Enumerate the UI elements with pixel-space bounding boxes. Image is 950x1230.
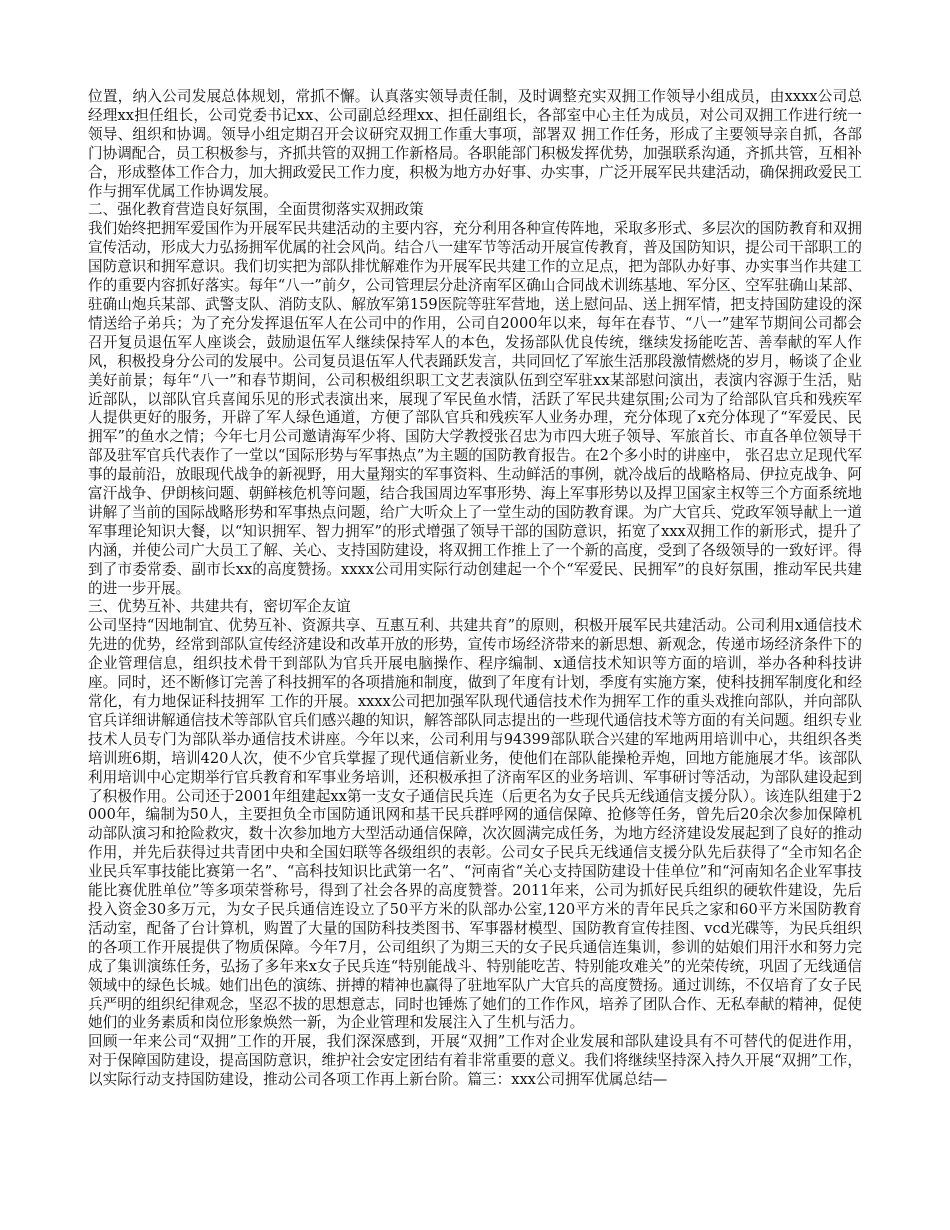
paragraph-cooperation: 公司坚持“因地制宜、优势互补、资源共享、互惠互利、共建共育”的原则，积极开展军民共建活动。公司利用x通信技术先进的优势，经常到部队宣传经济建设和改革开放的形势，宣传市场经济带来的新思想、新观念，传递市场经济条件下的企业管理信息，组织技术骨干到部队为官兵开展电脑操作、程序编制、x通信技术知识等方面的培训，举办各种科技讲座。同时，还不断修订完善了科技拥军的各项措施和制度，做到了年度有计划，季度有实施方案，使科技拥军制度化和经常化，有力地保证科技拥军 工作的开展。xxxx公司把加强军队现代通信技术作为拥军工作的重头戏推向部队，并向部队官兵详细讲解通信技术等部队官兵们感兴趣的知识，解答部队同志提出的一些现代通信技术等方面的有关问题。组织专业技术人员专门为部队举办通信技术讲座。今年以来，公司利用与94399部队联合兴建的军地两用培训中心，共组织各类培训班6期，培训420人次，使不少官兵掌握了现代通信新业务，使他们在部队能操枪弄炮，回地方能施展才华。该部队利用培训中心定期举行官兵教育和军事业务培训，还积极承担了济南军区的业务培训、军事研讨等活动，为部队建设起到了积极作用。公司还于2001年组建起xx第一支女子通信民兵连（后更名为女子民兵无线通信支援分队）。该连队组建于2000年，编制为50人，主要担负全市国防通讯网和基干民兵群呼网的通信保障、抢修等任务，曾先后20余次参加保障机动部队演习和抢险救灾，数十次参加地方大型活动通信保障，次次圆满完成任务，为地方经济建设发展起到了良好的推动作用，并先后获得过共青团中央和全国妇联等各级组织的表彰。公司女子民兵无线通信支援分队先后获得了“全市知名企业民兵军事技能比赛第一名”、“高科技知识比武第一名”、“河南省“关心支持国防建设十佳单位”和“河南知名企业军事技能比赛优胜单位”等多项荣誉称号，得到了社会各界的高度赞誉。2011年来，公司为抓好民兵组织的硬软件建设，先后投入资金30多万元，为女子民兵通信连设立了50平方米的队部办公室,120平方米的青年民兵之家和60平方米国防教育活动室，配备了台计算机，购置了大量的国防科技类图书、军事器材模型、国防教育宣传挂图、vcd光碟等，为民兵组织的各项工作开展提供了物质保障。今年7月，公司组织了为期三天的女子民兵通信连集训，参训的姑娘们用汗水和努力完成了集训演练任务，弘扬了多年来x女子民兵连“特别能战斗、特别能吃苦、特别能攻难关”的光荣传统，巩固了无线通信领域中的绿色长城。她们出色的演练、拼搏的精神也赢得了驻地军队广大官兵的高度赞扬。通过训练，不仅培育了女子民兵严明的组织纪律观念，坚忍不拔的思想意志，同时也锤炼了她们的工作作风，培养了团队合作、无私奉献的精神，促使她们的业务素质和岗位形象焕然一新，为企业管理和发展注入了生机与活力。 — [88, 617, 862, 1032]
paragraph-review: 回顾一年来公司“双拥”工作的开展，我们深深感到，开展“双拥”工作对企业发展和部队建设具有不可替代的促进作用，对于保障国防建设，提高国防意识，维护社会安定团结有着非常重要的意义。我们将继续坚持深入持久开展“双拥”工作，以实际行动支持国防建设，推动公司各项工作再上新台阶。篇三：xxx公司拥军优属总结— — [88, 1033, 862, 1089]
paragraph-education: 我们始终把拥军爱国作为开展军民共建活动的主要内容，充分利用各种宣传阵地，采取多形式、多层次的国防教育和双拥宣传活动，形成大力弘扬拥军优属的社会风尚。结合八一建军节等活动开展宣传教育，普及国防知识，提公司干部职工的国防意识和拥军意识。我们切实把为部队排忧解难作为开展军民共建工作的立足点，把为部队办好事、办实事当作共建工作的重要内容抓好落实。每年“八一”前夕，公司管理层分赴济南军区确山合同战术训练基地、军分区、空军驻确山某部、驻确山炮兵某部、武警支队、消防支队、解放军第159医院等驻军营地，送上慰问品、送上拥军情，把支持国防建设的深情送给子弟兵；为了充分发挥退伍军人在公司中的作用，公司自2000年以来，每年在春节、“八一”建军节期间公司都会召开复员退伍军人座谈会，鼓励退伍军人继续保持军人的本色，发扬部队优良传统，继续发扬能吃苦、善奉献的军人作风，积极投身分公司的发展中。公司复员退伍军人代表踊跃发言，共同回忆了军旅生活那段激情燃烧的岁月，畅谈了企业美好前景；每年“八一”和春节期间，公司积极组织职工文艺表演队伍到空军驻xx某部慰问演出，表演内容源于生活，贴近部队，以部队官兵喜闻乐见的形式表演出来，展现了军民鱼水情，活跃了军民共建氛围;公司为了给部队官兵和残疾军人提供更好的服务，开辟了军人绿色通道，方便了部队官兵和残疾军人业务办理，充分体现了x充分体现了“军爱民、民拥军”的鱼水之情；今年七月公司邀请海军少将、国防大学教授张召忠为市四大班子领导、军旅首长、市直各单位领导干部及驻军官兵代表作了一堂以“国际形势与军事热点”为主题的国防教育报告。在2个多小时的讲座中， 张召忠立足现代军事的最前沿，放眼现代战争的新视野，用大量翔实的军事资料、生动鲜活的事例，就冷战后的战略格局、伊拉克战争、阿富汗战争、伊朗核问题、朝鲜核危机等问题，结合我国周边军事形势、海上军事形势以及捍卫国家主权等三个方面系统地讲解了当前的国际战略形势和军事热点问题，给广大听众上了一堂生动的国防教育课。为广大官兵、党政军领导献上一道军事理论知识大餐，以“知识拥军、智力拥军”的形式增强了领导干部的国防意识，拓宽了xxx双拥工作的新形式，提升了内涵，并使公司广大员工了解、关心、支持国防建设，将双拥工作推上了一个新的高度，受到了各级领导的一致好评。得到了市委常委、副市长xx的高度赞扬。xxxx公司用实际行动创建起一个个“军爱民、民拥军”的良好氛围，推动军民共建的进一步开展。 — [88, 220, 862, 597]
paragraph-organization: 位置，纳入公司发展总体规划，常抓不懈。认真落实领导责任制，及时调整充实双拥工作领导小组成员，由xxxx公司总经理xx担任组长，公司党委书记xx、公司副总经理xx、担任副组长，各部室中心主任为成员，对公司双拥工作进行统一领导、组织和协调。领导小组定期召开会议研究双拥工作重大事项，部署双 拥工作任务，形成了主要领导亲自抓，各部门协调配合，员工积极参与，齐抓共管的双拥工作新格局。各职能部门积极发挥优势，加强联系沟通，齐抓共管，互相补合，形成整体工作合力，加大拥政爱民工作力度，积极为地方办好事、办实事，广泛开展军民共建活动，确保拥政爱民工作与拥军优属工作协调发展。 — [88, 88, 862, 200]
section-heading-two: 二、强化教育营造良好氛围，全面贯彻落实双拥政策 — [88, 201, 424, 219]
document-page — [88, 88, 862, 1090]
section-heading-three: 三、优势互补、共建共有，密切军企友谊 — [88, 598, 351, 616]
